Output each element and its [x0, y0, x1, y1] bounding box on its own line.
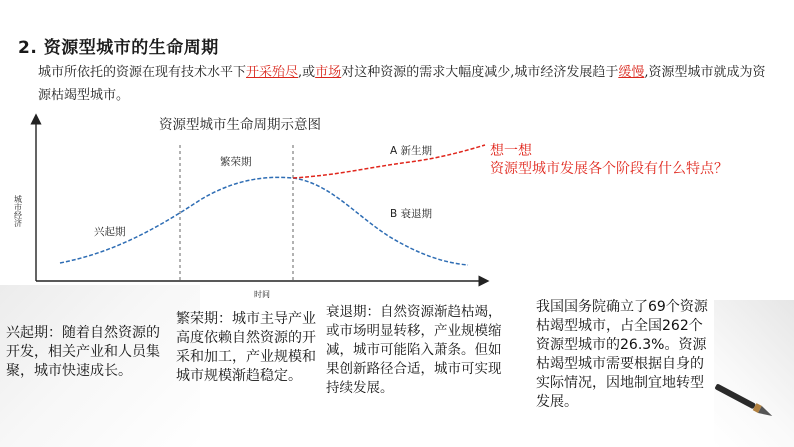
think-heading: 想一想 — [490, 143, 532, 159]
think-question: 资源型城市发展各个阶段有什么特点？ — [490, 161, 728, 177]
intro-text: 城市所依托的资源在现有技术水平下 — [38, 65, 247, 80]
think-prompt — [490, 142, 728, 178]
rise-stage-description: 兴起期：随着自然资源的开发，相关产业和人员集聚，城市快速成长。 — [6, 325, 160, 379]
policy-note: 我国国务院确立了69个资源枯竭型城市，占全国262个资源型城市的26.3%。资源枯竭型城市需要根据自身的实际情况，因地制宜地转型发展。 — [536, 299, 708, 410]
decorative-background-right — [714, 300, 794, 447]
lifecycle-chart — [0, 105, 490, 305]
curve-main — [60, 177, 293, 263]
boom-stage-description: 繁荣期：城市主导产业高度依赖自然资源的开采和加工，产业规模和城市规模渐趋稳定。 — [176, 311, 316, 384]
stage-label-boom: 繁荣期 — [220, 156, 252, 168]
series-b-line — [293, 178, 468, 265]
chart-title: 资源型城市生命周期示意图 — [159, 117, 321, 133]
intro-paragraph — [38, 61, 778, 107]
page-title: 2. 资源型城市的生命周期 — [18, 38, 219, 58]
y-axis-label: 城市经济 — [13, 195, 23, 227]
stage-label-rise: 兴起期 — [94, 226, 126, 238]
decline-stage-description: 衰退期：自然资源渐趋枯竭，或市场明显转移，产业规模缩减，城市可能陷入萧条。但如果创新路径合适，城市可实现持续发展。 — [326, 304, 502, 396]
intro-text: ,或 — [298, 65, 316, 80]
intro-keyword: 开采殆尽 — [246, 65, 299, 80]
x-axis-label: 时间 — [254, 290, 270, 299]
intro-text: 对这种资源的需求大幅度减少,城市经济发展趋于 — [341, 65, 619, 80]
series-b-label: B 衰退期 — [390, 208, 433, 220]
series-a-label: A 新生期 — [390, 145, 433, 157]
intro-text: ,资源型城市就成为资源枯竭型城市。 — [38, 65, 766, 103]
intro-keyword: 缓慢 — [618, 65, 645, 80]
intro-keyword: 市场 — [315, 65, 342, 80]
series-a-line — [293, 145, 485, 178]
